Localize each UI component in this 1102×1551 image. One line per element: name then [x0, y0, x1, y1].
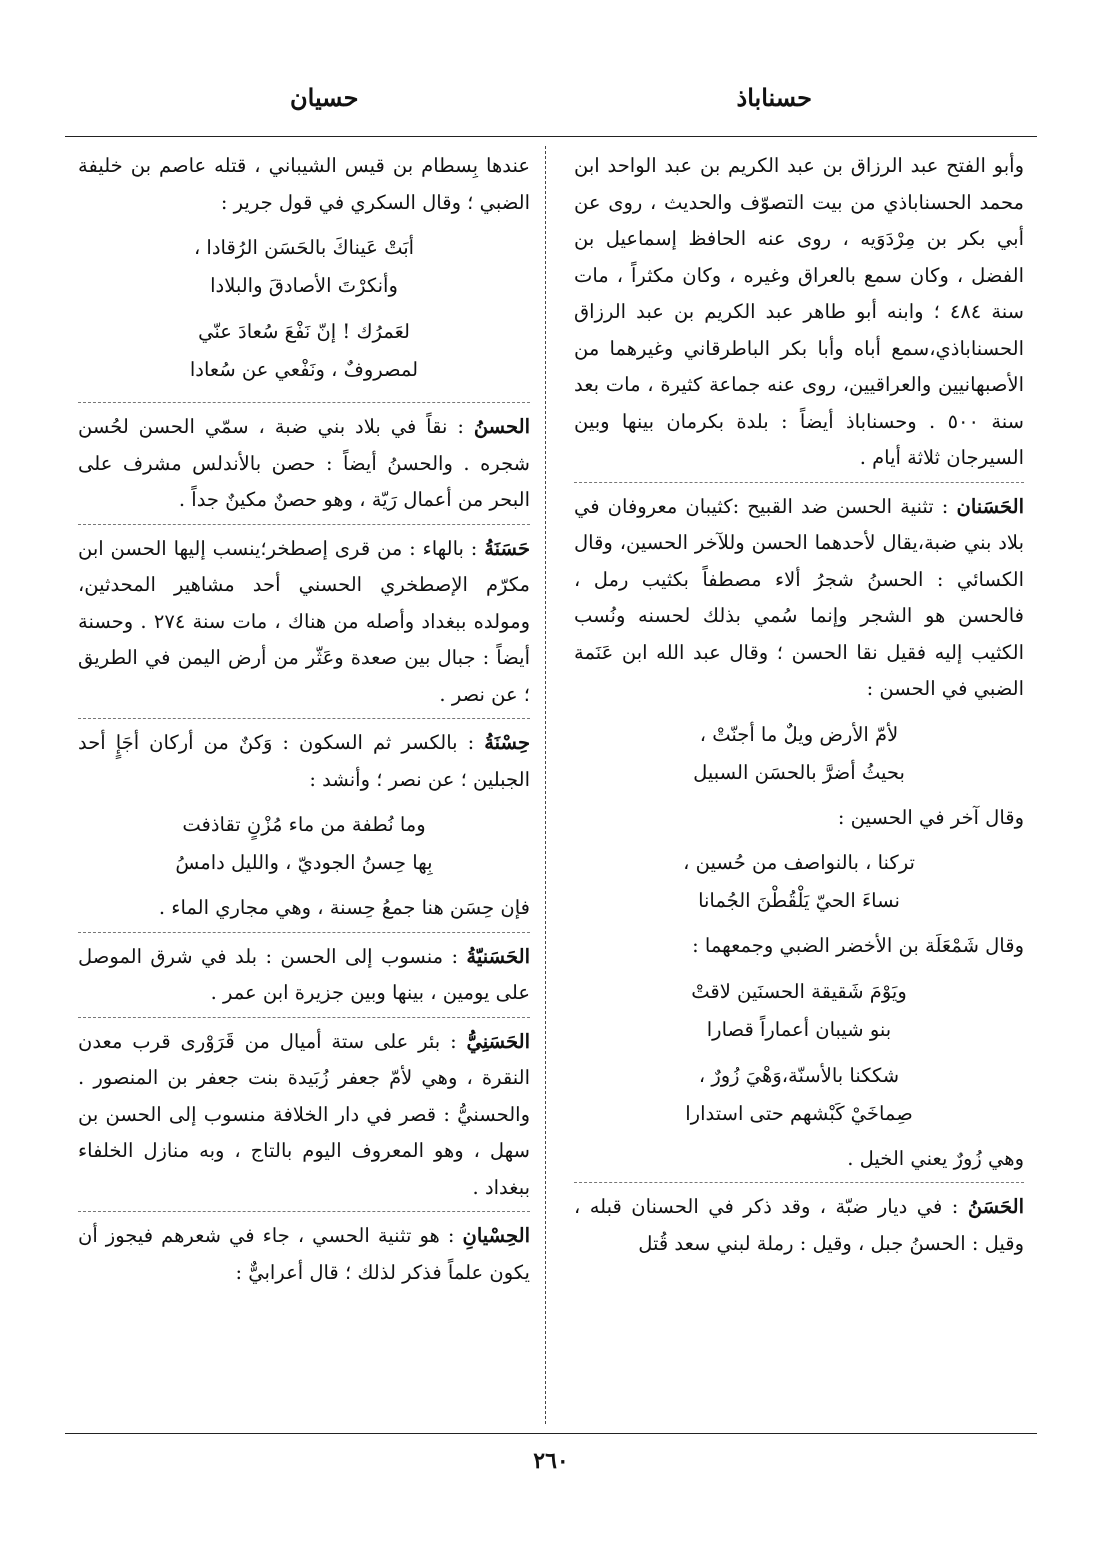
entry-text: [78, 531, 530, 714]
verse-line: وما نُطفة من ماء مُزْنٍ تقاذفت: [182, 813, 426, 836]
verse-line: لعَمرُك ! إنّ نَفْعَ سُعادَ عنّي: [198, 320, 410, 343]
entry-al-hasan-2: [78, 409, 530, 525]
definition: : نقاً في بلاد بني ضبة ، سمّي الحسن لحُسن شجره . والحسنُ أيضاً : حصن بالأندلس مشرف على البحر من أعمال رَيّة ، وهو حصنٌ مكينٌ جداً .: [78, 415, 530, 511]
entry-text: [574, 1189, 1024, 1262]
verse: [78, 229, 530, 305]
verse-line: بحيثُ أضرَّ بالحسَن السبيل: [693, 760, 905, 784]
column-divider: [545, 146, 546, 1424]
running-head-left: حسيان: [290, 83, 359, 112]
entry-text: [78, 939, 530, 1012]
entry-hasanabadh-continued: [574, 148, 1024, 483]
headword: الحَسَنيّةُ: [466, 944, 530, 968]
headword: الحَسَنان: [956, 494, 1024, 518]
verse-line: صِماخَيْ كَبْشهم حتى استدارا: [685, 1101, 913, 1125]
running-head-right: حسناباذ: [736, 83, 812, 112]
verse-line: لمصروفٌ ، ونَفْعي عن سُعادا: [189, 358, 419, 381]
entry-al-hasani: [78, 1024, 530, 1213]
verse: [574, 1057, 1024, 1133]
entry-al-hasanan: [574, 489, 1024, 1184]
entry-al-hasaniyya: [78, 939, 530, 1018]
verse-line: شككنا بالأسنّة،وَهْيَ زُورٌ ،: [698, 1063, 900, 1087]
bottom-rule: [65, 1433, 1037, 1434]
verse-line: بنو شيبان أعماراً قصارا: [706, 1017, 892, 1041]
definition: : بالهاء : من قرى إصطخر؛ينسب إليها الحسن ابن مكرّم الإصطخري الحسني أحد مشاهير المحدثين، ومولده ببغداد وأصله من هناك ، مات سنة ٢٧٤ . وحسنة أيضاً : جبال بين صعدة وعَثّر من أرض اليمن في الطريق ؛ عن نصر .: [78, 536, 530, 706]
entry-text: وقال آخر في الحسين :: [837, 805, 1024, 829]
definition: : بالكسر ثم السكون : وَكنٌ من أركان أجَإٍ أحد الجبلين ؛ عن نصر ؛ وأنشد :: [78, 731, 530, 791]
verse-line: نساءَ الحيّ يَلْقُطْنَ الجُمانا: [698, 889, 900, 912]
entry-text: وهي زُورٌ يعني الخيل .: [847, 1146, 1024, 1170]
verse: [78, 313, 530, 389]
verse: [574, 844, 1024, 920]
definition: : منسوب إلى الحسن : بلد في شرق الموصل على يومين ، بينها وبين جزيرة ابن عمر .: [78, 944, 530, 1004]
definition: : هو تثنية الحسي ، جاء في شعرهم فيجوز أن يكون علماً فذكر لذلك ؛ قال أعرابيٌّ :: [78, 1224, 530, 1284]
headword: حِسْنَةُ: [484, 731, 530, 754]
entry-text: [78, 1024, 530, 1207]
verse: [574, 973, 1024, 1049]
entry-al-hasan: [574, 1189, 1024, 1267]
verse-line: تركنا ، بالنواصف من حُسين ،: [683, 851, 915, 874]
headword: الحسنُ: [473, 415, 530, 438]
entry-text: وقال شَمْعَلَة بن الأخضر الضبي وجمعهما :: [692, 934, 1024, 957]
definition: : بئر على ستة أميال من قَرَوْرى قرب معدن النقرة ، وهي لأمّ جعفر زُبَيدة بنت جعفر بن المنصور . والحسنيُّ : قصر في دار الخلافة منسوب إلى الحسن بن سهل ، وهو المعروف اليوم بالتاج ، وبه منازل الخلفاء ببغداد .: [78, 1029, 530, 1199]
entry-text: [78, 409, 530, 519]
verse: [78, 806, 530, 882]
headword: الحَسَنِيُّ: [466, 1029, 530, 1053]
verse-line: بِها حِسنُ الجوديّ ، والليل دامسُ: [175, 851, 433, 874]
top-rule: [65, 136, 1037, 137]
entry-hasana: [78, 531, 530, 720]
left-column: [78, 148, 530, 1428]
definition: : في ديار ضبّة ، وقد ذكر في الحسنان قبله ، وقيل : الحسنُ جبل ، وقيل : رملة لبني سعد قُتل: [574, 1195, 1024, 1255]
entry-text: [78, 1218, 530, 1291]
entry-al-hasan-continued: [78, 148, 530, 403]
headword: حَسَنَةُ: [484, 536, 530, 560]
headword: الحَسَنُ: [967, 1195, 1024, 1218]
page-number: ٢٦٠: [533, 1448, 569, 1474]
verse-line: ويَوْمَ شَقيقة الحسنَين لاقتْ: [691, 979, 907, 1003]
verse: [574, 716, 1024, 792]
definition: : تثنية الحسن ضد القبيح :كثيبان معروفان في بلاد بني ضبة،يقال لأحدهما الحسن وللآخر الحسين، وقال الكسائي : الحسنُ شجرُ ألاء مصطفاً بكثيب رمل ، فالحسن هو الشجر وإنما سُمي بذلك لحسنه ونُسب الكثيب إليه فقيل نقا الحسن ؛ وقال عبد الله ابن عَنَمة الضبي في الحسن :: [574, 494, 1024, 700]
entry-text: فإن حِسَن هنا جمعُ حِسنة ، وهي مجاري الماء .: [158, 896, 530, 919]
verse-line: أبَتْ عَيناكَ بالحَسَن الرُقادا ،: [193, 236, 415, 259]
headword: الحِسْيانِ: [462, 1224, 530, 1247]
verse-line: لأمّ الأرض ويلٌ ما أجنّتْ ،: [699, 722, 899, 746]
right-column: [574, 148, 1024, 1428]
entry-al-hisyan: [78, 1218, 530, 1296]
entry-text: [78, 725, 530, 798]
entry-text: عندها بِسطام بن قيس الشيباني ، قتله عاصم بن خليفة الضبي ؛ وقال السكري في قول جرير :: [78, 154, 530, 214]
entry-hisna: [78, 725, 530, 933]
entry-text: وأبو الفتح عبد الرزاق بن عبد الكريم بن عبد الواحد ابن محمد الحسناباذي من بيت التصوّف والحديث ، روى عن أبي بكر بن مِرْدَوَيه ، روى عنه الحافظ إسماعيل بن الفضل ، وكان سمع بالعراق وغيره ، وكان مكثراً ، مات سنة ٤٨٤ ؛ وابنه أبو طاهر عبد الكريم بن عبد الرزاق الحسناباذي،سمع أباه وأبا بكر الباطرقاني وغيرهما من الأصبهانيين والعراقيين، روى عنه جماعة كثيرة ، مات بعد سنة ٥٠٠ . وحسناباذ أيضاً : بلدة بكرمان بينها وبين السيرجان ثلاثة أيام .: [574, 154, 1024, 469]
entry-text: [574, 489, 1024, 708]
verse-line: وأنكرْتَ الأصادقَ والبلادا: [210, 274, 398, 297]
